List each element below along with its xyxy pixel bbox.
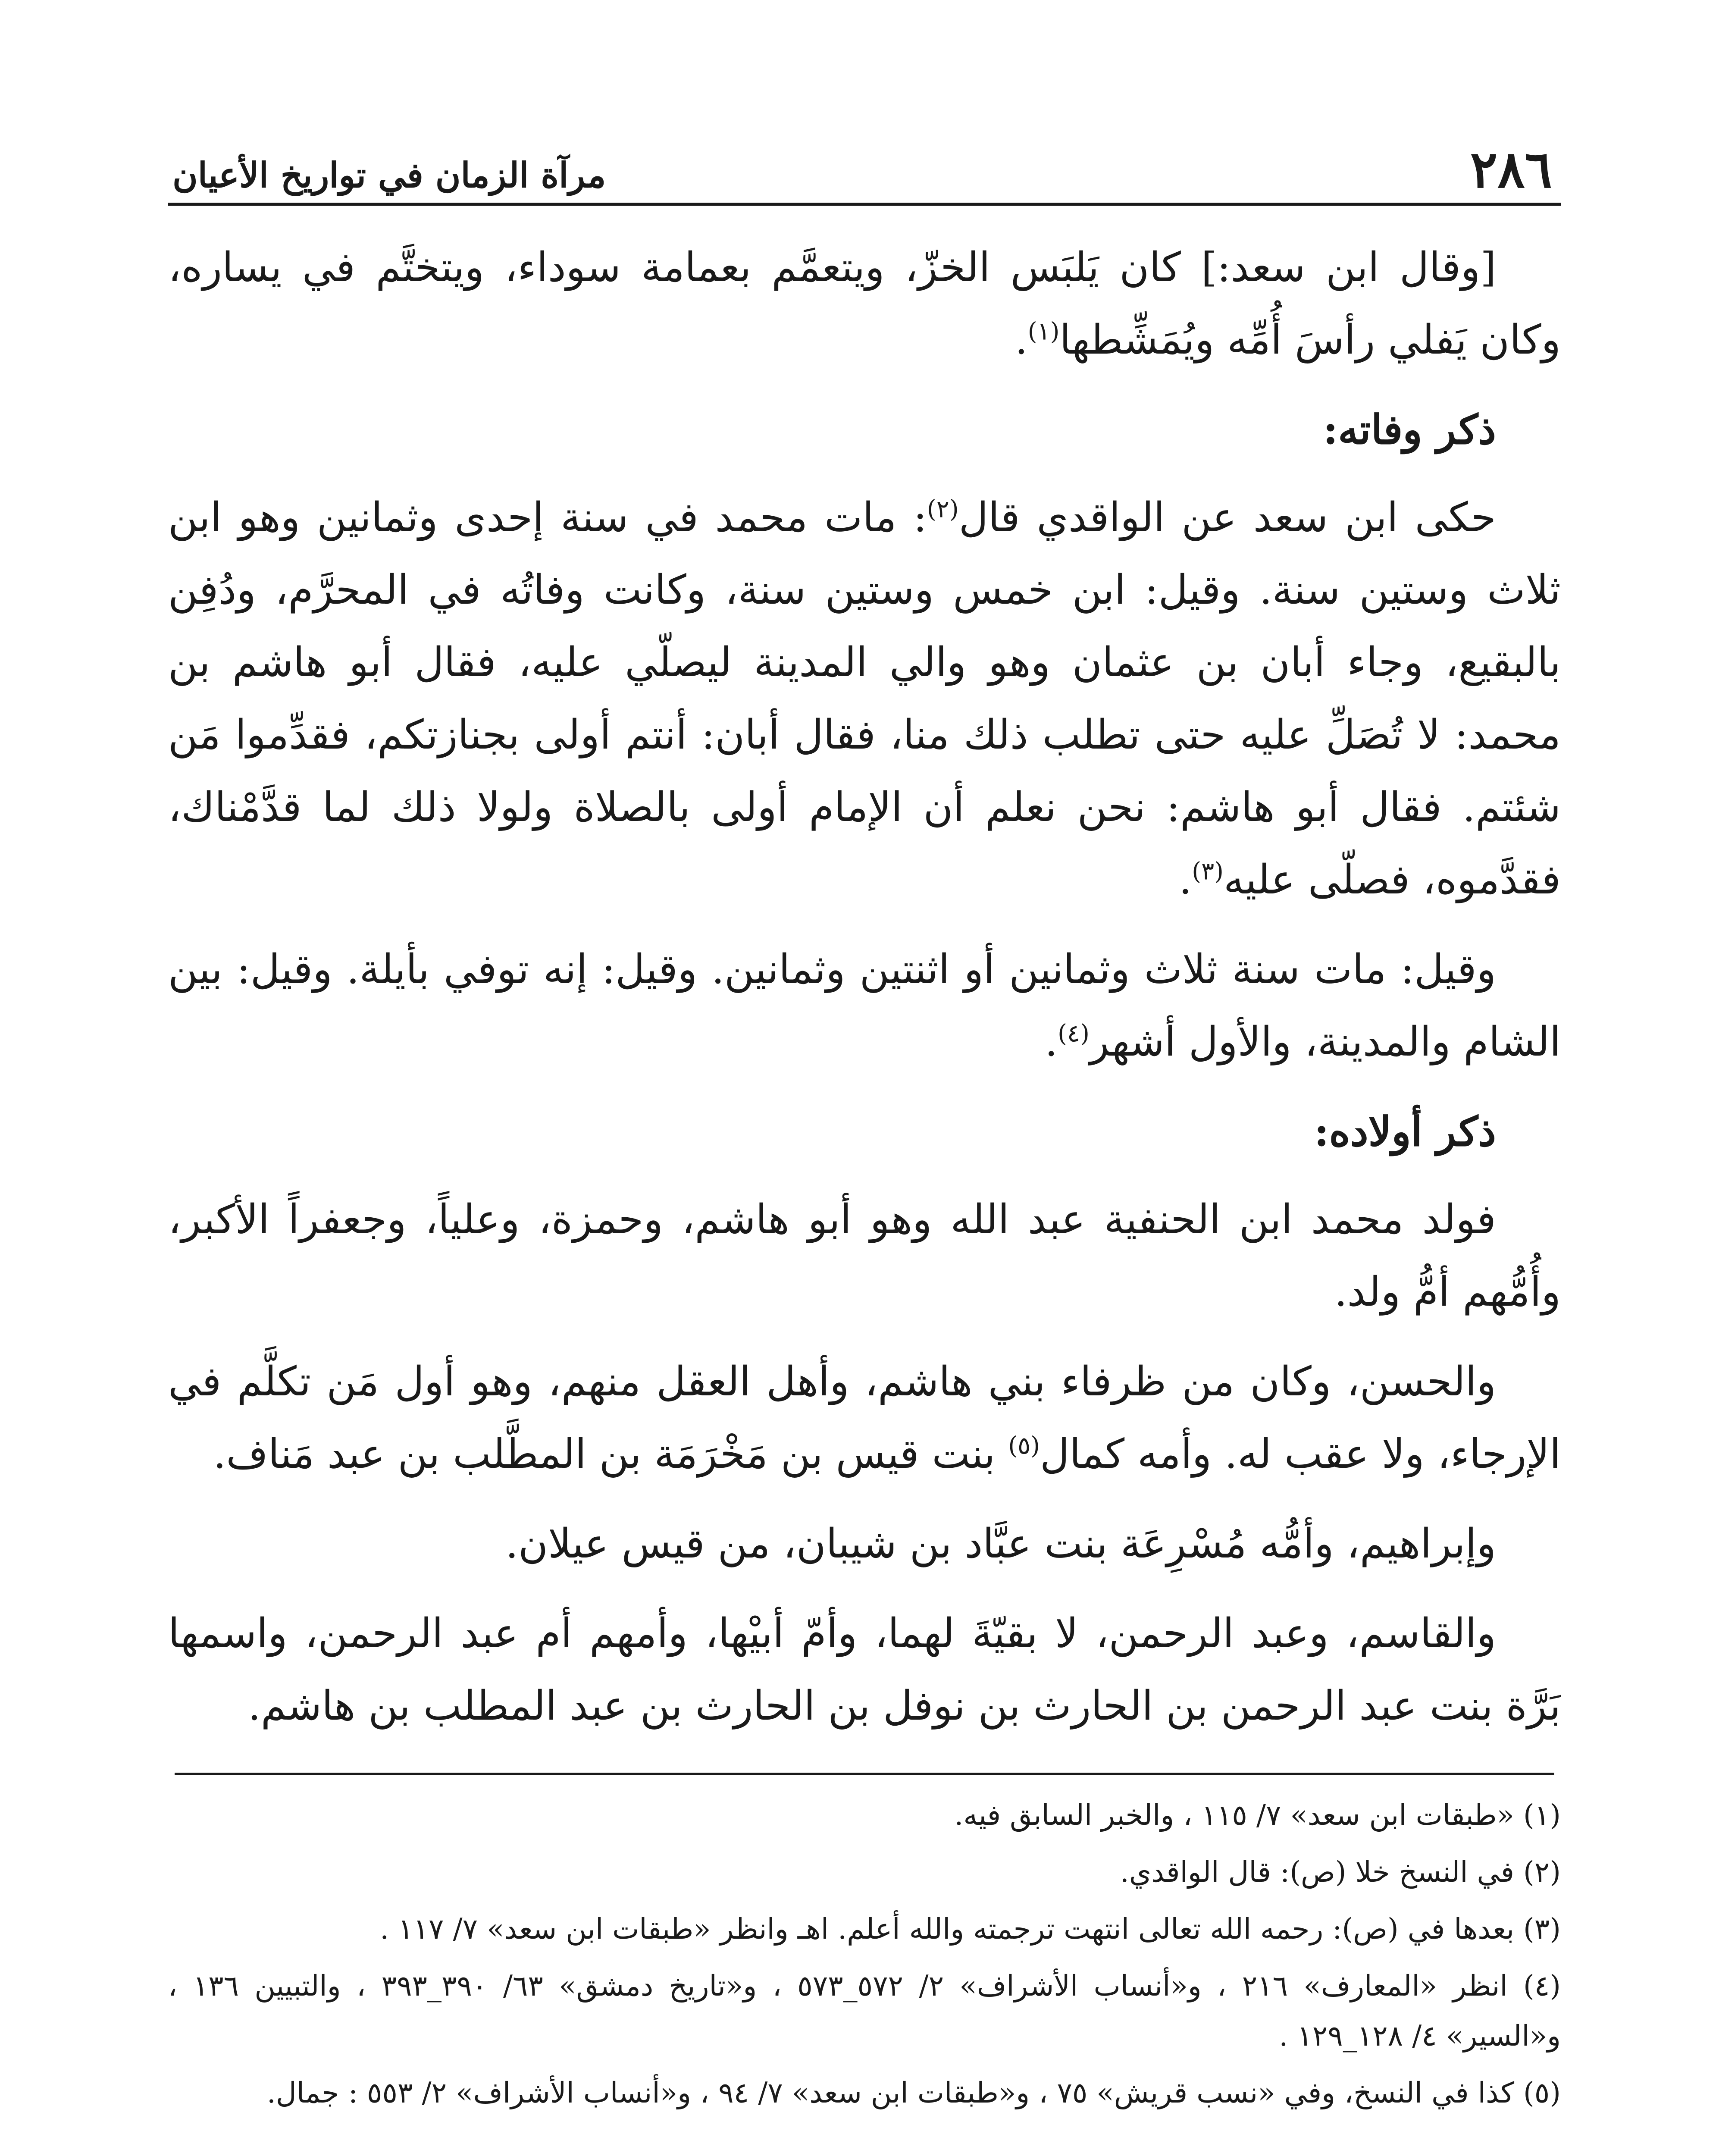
footnote-3: (٣) بعدها في (ص): رحمه الله تعالى انتهت ترجمته والله أعلم. اهـ وانظر «طبقات ابن سعد» ٧/ ١١٧ . <box>380 1912 1561 1946</box>
paragraph-children-3: وإبراهيم، وأمُّه مُسْرِعَة بنت عبَّاد بن شيبان، من قيس عيلان. <box>505 1520 1496 1567</box>
paragraph-end: . <box>1179 856 1192 903</box>
section-heading-children: ذكر أولاده: <box>1314 1108 1496 1156</box>
footnote-5: (٥) كذا في النسخ، وفي «نسب قريش» ٧٥ ، و«طبقات ابن سعد» ٧/ ٩٤ ، و«أنساب الأشراف» ٢/ ٥٥٣ : جمال. <box>266 2076 1561 2109</box>
running-title: مرآة الزمان في تواريخ الأعيان <box>172 155 606 195</box>
footnote-ref: (٤) <box>1058 1019 1090 1048</box>
paragraph-text: وقيل: مات سنة ثلاث وثمانين أو اثنتين وثمانين. وقيل: إنه توفي بأيلة. وقيل: بين الشام والمدينة، والأول أشهر <box>168 946 1561 1065</box>
main-text <box>168 232 1561 1742</box>
paragraph-children-1: فولد محمد ابن الحنفية عبد الله وهو أبو هاشم، وحمزة، وعلياً، وجعفراً الأكبر، وأُمُّهم أمُّ ولد. <box>168 1196 1561 1316</box>
footnotes <box>168 1790 1561 2118</box>
section-heading-death: ذكر وفاته: <box>1323 406 1496 454</box>
paragraph-death-alt <box>168 934 1561 1078</box>
paragraph-text: [وقال ابن سعد:] كان يَلبَس الخزّ، ويتعمَّم بعمامة سوداء، ويتختَّم في يساره، وكان يَفلي رأسَ أُمِّه ويُمَشِّطها <box>168 244 1561 364</box>
footnote-ref: (٢) <box>927 495 959 523</box>
footnote-2: (٢) في النسخ خلا (ص): قال الواقدي. <box>1120 1855 1561 1889</box>
page-number: ٢٨٦ <box>1470 139 1552 199</box>
footnote-ref: (١) <box>1027 317 1060 346</box>
footnote-divider <box>175 1773 1554 1775</box>
paragraph-end: . <box>1014 317 1028 364</box>
book-page <box>168 129 1561 2125</box>
footnote-1: (١) «طبقات ابن سعد» ٧/ ١١٥ ، والخبر السابق فيه. <box>954 1799 1561 1832</box>
paragraph-text: : مات محمد في سنة إحدى وثمانين وهو ابن ثلاث وستين سنة. وقيل: ابن خمس وستين سنة، وكانت وفاتُه في المحرَّم، ودُفِن بالبقيع، وجاء أبان بن عثمان وهو والي المدينة ليصلّي عليه، فقال أبو هاشم بن محمد: لا تُصَلِّ عليه حتى تطلب ذلك منا، فقال أبان: أنتم أولى بجنازتكم، فقدِّموا مَن شئتم. فقال أبو هاشم: نحن نعلم أن الإمام أولى بالصلاة ولولا ذلك لما قدَّمْناك، فقدَّموه، فصلّى عليه <box>168 494 1561 903</box>
paragraph-end: . <box>1045 1018 1058 1065</box>
paragraph-text: والحسن، وكان من ظرفاء بني هاشم، وأهل العقل منهم، وهو أول مَن تكلَّم في الإرجاء، ولا عقب له. وأمه كمال <box>168 1358 1561 1478</box>
paragraph-death <box>168 482 1561 916</box>
paragraph-children-4: والقاسم، وعبد الرحمن، لا بقيّةَ لهما، وأمّ أبيْها، وأمهم أم عبد الرحمن، واسمها بَرَّة بنت عبد الرحمن بن الحارث بن نوفل بن الحارث بن عبد المطلب بن هاشم. <box>168 1610 1561 1730</box>
paragraph-text: حكى ابن سعد عن الواقدي قال <box>958 494 1496 541</box>
paragraph-text: بنت قيس بن مَخْرَمَة بن المطَّلب بن عبد مَناف. <box>213 1431 1008 1478</box>
footnote-ref: (٥) <box>1008 1432 1040 1460</box>
footnote-4: (٤) انظر «المعارف» ٢١٦ ، و«أنساب الأشراف» ٢/ ٥٧٢_٥٧٣ ، و«تاريخ دمشق» ٦٣/ ٣٩٠_٣٩٣ ، والتبيين ١٣٦ ، و«السير» ٤/ ١٢٨_١٢٩ . <box>168 1969 1561 2053</box>
paragraph-children-2 <box>168 1346 1561 1491</box>
paragraph-dress <box>168 232 1561 376</box>
page-header <box>168 129 1561 206</box>
footnote-ref: (٣) <box>1192 857 1224 886</box>
